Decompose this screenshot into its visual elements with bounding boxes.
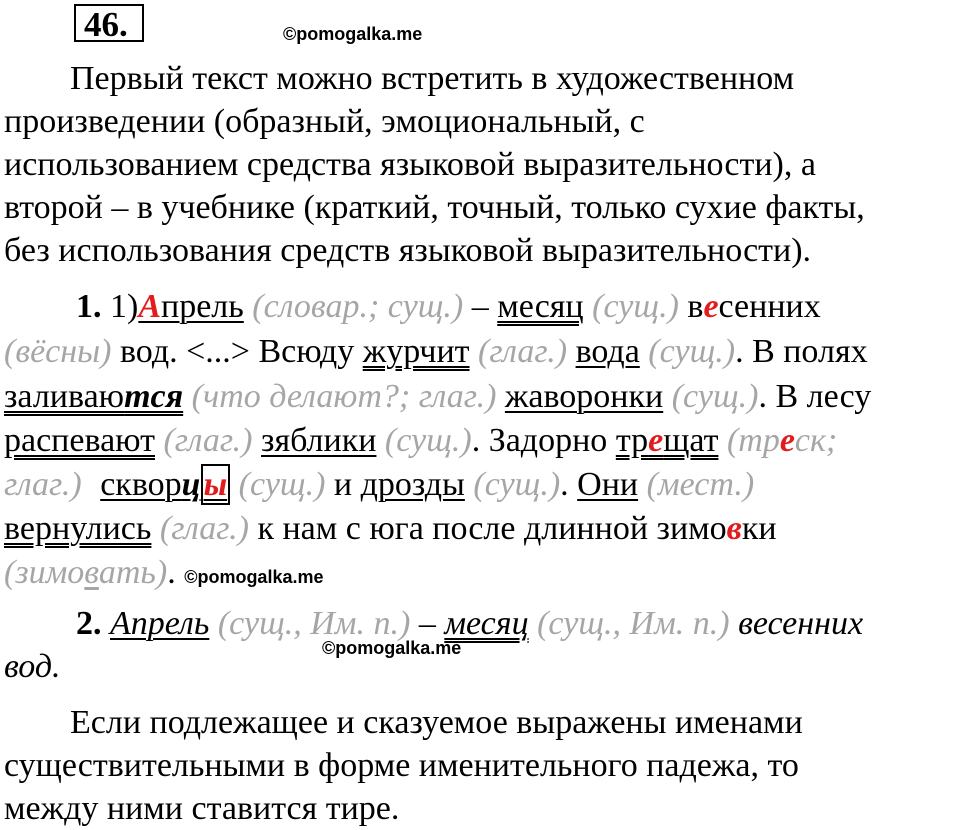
- task1-number: 1.: [76, 288, 102, 325]
- word-part: тр: [615, 422, 649, 459]
- text: и: [325, 466, 361, 503]
- grammar-note: (сущ., Им. п.): [217, 605, 411, 642]
- task2-number: 2.: [76, 605, 102, 642]
- word-aprel-2: Апрель: [110, 605, 210, 642]
- note-part: ск;: [794, 422, 838, 459]
- word-zhurchit: журчит: [362, 333, 470, 370]
- word-treshchat: [616, 422, 719, 459]
- word-part: заливаю: [4, 378, 125, 415]
- grammar-note: (что делают?; глаг.): [191, 378, 497, 415]
- grammar-note: (сущ., Им. п.): [537, 605, 730, 642]
- text: весенних: [729, 605, 864, 642]
- note-part: (зимо: [4, 554, 85, 591]
- task1-line-7: [4, 552, 324, 598]
- note-part: в: [84, 554, 99, 591]
- ending-box: ы: [201, 464, 231, 505]
- text: .: [560, 466, 578, 503]
- task1-line-2: [4, 331, 868, 373]
- word-aprel: [138, 288, 243, 325]
- letter-highlight: е: [779, 422, 795, 459]
- text: . В лесу: [758, 378, 872, 415]
- grammar-note: глаг.): [4, 466, 82, 503]
- text: . В полях: [735, 333, 868, 370]
- grammar-note: (вёсны): [4, 333, 112, 370]
- text: вод. <...> Всюду: [111, 333, 363, 370]
- grammar-note: (мест.): [646, 466, 755, 503]
- letter-highlight: в: [726, 510, 742, 547]
- text: . Задорно: [471, 422, 616, 459]
- watermark: ©pomogalka.me: [322, 638, 462, 658]
- intro-line-4: второй – в учебнике (краткий, точный, только сухие факты,: [4, 189, 865, 226]
- word-oni: Они: [577, 466, 639, 503]
- word-voda: вода: [575, 333, 640, 370]
- word-zyabliki: зяблики: [261, 422, 377, 459]
- dash: –: [410, 605, 445, 642]
- task-number: 46: [84, 5, 119, 44]
- conclusion-line-2: существительными в форме именительного падежа, то: [4, 747, 799, 784]
- grammar-note: (глаг.): [159, 510, 249, 547]
- word-zalivayutsya: [4, 378, 183, 415]
- word-part: в: [687, 288, 704, 325]
- grammar-note: (сущ.): [384, 422, 472, 459]
- task2-line-1: [76, 603, 863, 645]
- grammar-note: [4, 554, 167, 591]
- text: .: [167, 554, 176, 591]
- word-vesennih: [687, 288, 820, 325]
- word-drozdy: дрозды: [360, 466, 465, 503]
- intro-line-5: без использования средств языковой выразительности).: [4, 232, 812, 269]
- task1-subnumber: 1): [110, 288, 139, 325]
- grammar-note: (глаг.): [163, 422, 253, 459]
- note-part: ать): [98, 554, 168, 591]
- grammar-note: (сущ.): [238, 466, 326, 503]
- word-part: ц: [181, 466, 201, 503]
- grammar-note: (сущ.): [592, 288, 679, 325]
- word-mesyats: месяц: [497, 288, 584, 325]
- note-part: (тр: [726, 422, 780, 459]
- word-part: щат: [663, 422, 719, 459]
- task1-line-1: [76, 286, 821, 328]
- grammar-note: (сущ.): [473, 466, 561, 503]
- word-part: сенних: [718, 288, 821, 325]
- grammar-note: (сущ.): [671, 378, 759, 415]
- task1-line-4: [4, 420, 837, 462]
- dash: –: [463, 288, 498, 325]
- grammar-note: (словар.; сущ.): [252, 288, 464, 325]
- word-skvortsy: [100, 466, 230, 503]
- word-part: прель: [161, 288, 244, 325]
- task1-line-6: [4, 508, 777, 550]
- task-number-box: [74, 4, 144, 42]
- text: ки: [741, 510, 777, 547]
- word-raspevayut: распевают: [4, 422, 155, 459]
- letter-highlight: е: [703, 288, 719, 325]
- task1-line-3: [4, 376, 871, 418]
- letter-highlight: е: [648, 422, 664, 459]
- text: к нам с юга после длинной зимо: [248, 510, 727, 547]
- grammar-note: [727, 422, 837, 459]
- grammar-note: (глаг.): [478, 333, 568, 370]
- conclusion-line-3: между ними ставится тире.: [4, 790, 400, 827]
- task2-line-2: вод.: [4, 648, 61, 685]
- word-ending: тся: [124, 378, 184, 415]
- intro-line-3: использованием средства языковой выразительности), а: [4, 146, 816, 183]
- intro-line-1: Первый текст можно встретить в художественном: [70, 60, 795, 97]
- intro-line-2: произведении (образный, эмоциональный, с: [4, 103, 645, 140]
- task1-line-5: [4, 464, 754, 506]
- watermark: ©pomogalka.me: [184, 567, 324, 587]
- task-number-dot: .: [119, 5, 128, 44]
- word-mesyats-2: месяц: [444, 605, 529, 642]
- word-vernulis: вернулись: [4, 510, 152, 547]
- grammar-note: (сущ.): [648, 333, 736, 370]
- watermark: ©pomogalka.me: [283, 24, 423, 44]
- word-part: сквор: [100, 466, 182, 503]
- letter-highlight: А: [138, 288, 162, 325]
- word-zhavoronki: жаворонки: [504, 378, 664, 415]
- conclusion-line-1: Если подлежащее и сказуемое выражены именами: [70, 704, 803, 741]
